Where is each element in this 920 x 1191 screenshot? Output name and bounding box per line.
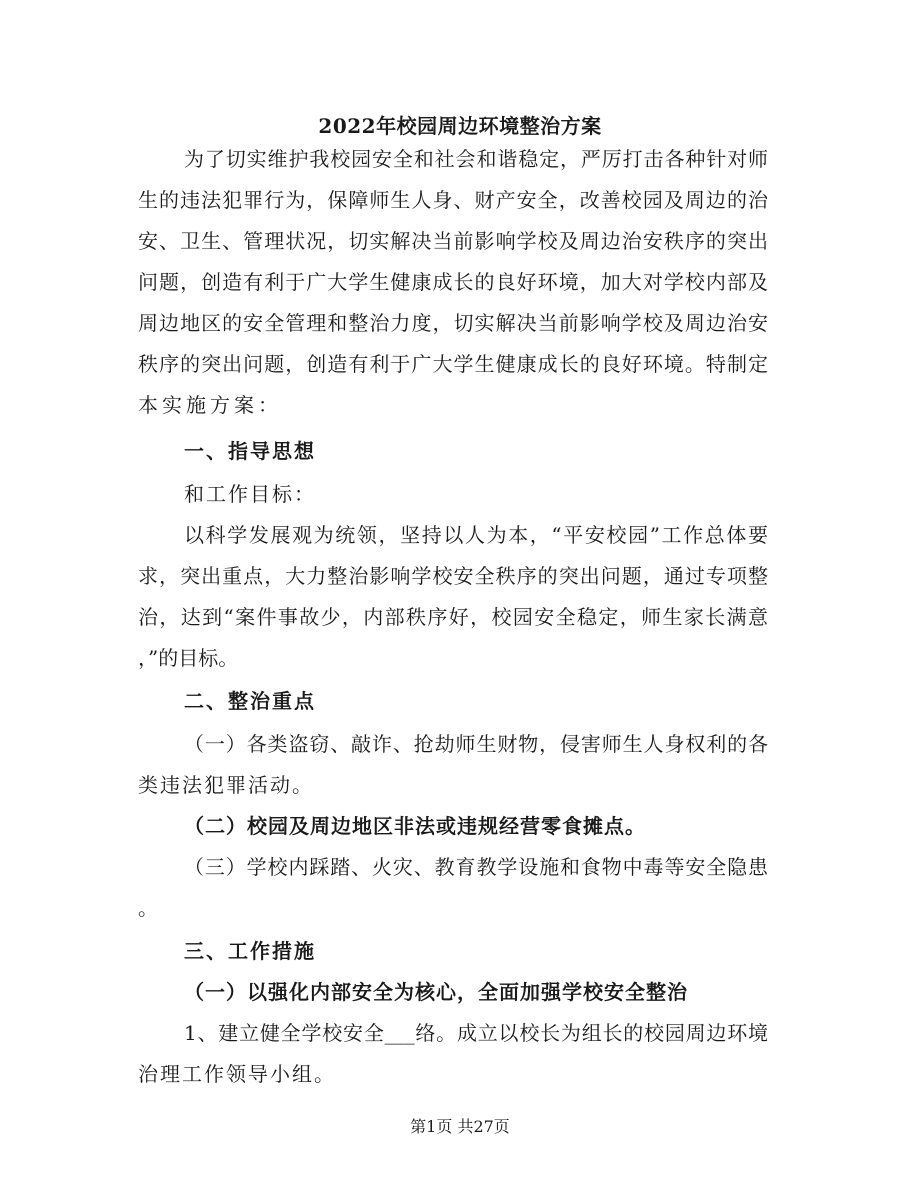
page-number: 第1页 共27页 (410, 1117, 510, 1136)
body-line: 为了切实维护我校园安全和社会和谐稳定，严厉打击各种针对师 (184, 147, 768, 171)
document-title: 2022年校园周边环境整治方案 (318, 114, 602, 138)
body-line: 和工作目标： (184, 482, 316, 506)
subsection-heading: （一）以强化内部安全为核心，全面加强学校安全整治 (184, 980, 688, 1004)
body-line: 本实施方案： (138, 393, 282, 417)
body-line: 1、建立健全学校安全___络。成立以校长为组长的校园周边环境 (184, 1021, 768, 1045)
section-heading: 一、指导思想 (184, 439, 316, 463)
section-heading: 三、工作措施 (184, 939, 316, 963)
body-line: 问题，创造有利于广大学生健康成长的良好环境，加大对学校内部及 (138, 270, 768, 294)
body-line: ，”的目标。 (138, 646, 239, 670)
body-line: 秩序的突出问题，创造有利于广大学生健康成长的良好环境。特制定 (138, 352, 768, 376)
body-line: 生的违法犯罪行为，保障师生人身、财产安全，改善校园及周边的治 (138, 188, 768, 212)
subsection-heading: （二）校园及周边地区非法或违规经营零食摊点。 (184, 814, 646, 838)
body-line: 治，达到“案件事故少，内部秩序好，校园安全稳定，师生家长满意 (138, 605, 768, 629)
body-line: 安、卫生、管理状况，切实解决当前影响学校及周边治安秩序的突出 (138, 229, 768, 253)
body-line: （一）各类盗窃、敲诈、抢劫师生财物，侵害师生人身权利的各 (184, 732, 768, 756)
body-line: 类违法犯罪活动。 (138, 773, 314, 797)
body-line: （三）学校内踩踏、火灾、教育教学设施和食物中毒等安全隐患 (184, 855, 768, 879)
body-line: 治理工作领导小组。 (138, 1062, 336, 1086)
body-line: 。 (138, 896, 158, 920)
body-line: 求，突出重点，大力整治影响学校安全秩序的突出问题，通过专项整 (138, 564, 768, 588)
body-line: 以科学发展观为统领，坚持以人为本，“平安校园”工作总体要 (184, 523, 768, 547)
body-line: 周边地区的安全管理和整治力度，切实解决当前影响学校及周边治安 (138, 311, 768, 335)
section-heading: 二、整治重点 (184, 689, 316, 713)
